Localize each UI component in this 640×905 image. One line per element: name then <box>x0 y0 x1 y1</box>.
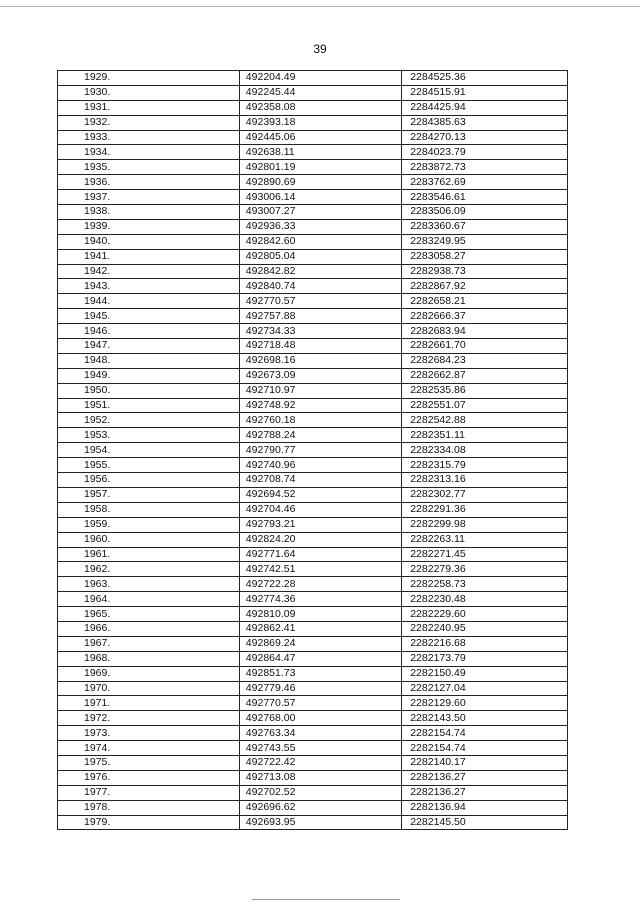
y-coordinate-cell: 2284023.79 <box>402 145 568 160</box>
x-coordinate-cell: 492760.18 <box>239 413 401 428</box>
y-coordinate-cell: 2282291.36 <box>402 502 568 517</box>
point-number-cell: 1957. <box>58 487 240 502</box>
point-number-cell: 1931. <box>58 100 240 115</box>
y-coordinate-cell: 2284525.36 <box>402 71 568 86</box>
y-coordinate-cell: 2282136.27 <box>402 785 568 800</box>
y-coordinate-cell: 2282150.49 <box>402 666 568 681</box>
y-coordinate-cell: 2282229.60 <box>402 607 568 622</box>
y-coordinate-cell: 2282661.70 <box>402 339 568 354</box>
table-row <box>58 264 568 279</box>
y-coordinate-cell: 2282258.73 <box>402 577 568 592</box>
y-coordinate-cell: 2282684.23 <box>402 353 568 368</box>
point-number-cell: 1971. <box>58 696 240 711</box>
y-coordinate-cell: 2282299.98 <box>402 517 568 532</box>
point-number-cell: 1945. <box>58 309 240 324</box>
x-coordinate-cell: 492771.64 <box>239 547 401 562</box>
y-coordinate-cell: 2282542.88 <box>402 413 568 428</box>
x-coordinate-cell: 492734.33 <box>239 324 401 339</box>
y-coordinate-cell: 2282683.94 <box>402 324 568 339</box>
table-row <box>58 205 568 220</box>
table-row <box>58 621 568 636</box>
x-coordinate-cell: 493006.14 <box>239 190 401 205</box>
point-number-cell: 1954. <box>58 443 240 458</box>
table-row <box>58 755 568 770</box>
y-coordinate-cell: 2283360.67 <box>402 219 568 234</box>
x-coordinate-cell: 492748.92 <box>239 398 401 413</box>
point-number-cell: 1961. <box>58 547 240 562</box>
x-coordinate-cell: 492840.74 <box>239 279 401 294</box>
point-number-cell: 1955. <box>58 458 240 473</box>
x-coordinate-cell: 492763.34 <box>239 726 401 741</box>
point-number-cell: 1933. <box>58 130 240 145</box>
table-row <box>58 294 568 309</box>
table-row <box>58 71 568 86</box>
y-coordinate-cell: 2282938.73 <box>402 264 568 279</box>
table-row <box>58 800 568 815</box>
y-coordinate-cell: 2282351.11 <box>402 428 568 443</box>
table-row <box>58 279 568 294</box>
x-coordinate-cell: 492245.44 <box>239 85 401 100</box>
point-number-cell: 1953. <box>58 428 240 443</box>
table-row <box>58 741 568 756</box>
table-row <box>58 443 568 458</box>
y-coordinate-cell: 2283762.69 <box>402 175 568 190</box>
y-coordinate-cell: 2282140.17 <box>402 755 568 770</box>
table-row <box>58 324 568 339</box>
y-coordinate-cell: 2282551.07 <box>402 398 568 413</box>
x-coordinate-cell: 492842.60 <box>239 234 401 249</box>
y-coordinate-cell: 2282867.92 <box>402 279 568 294</box>
table-row <box>58 353 568 368</box>
table-row <box>58 517 568 532</box>
point-number-cell: 1967. <box>58 636 240 651</box>
y-coordinate-cell: 2282662.87 <box>402 368 568 383</box>
point-number-cell: 1959. <box>58 517 240 532</box>
x-coordinate-cell: 492810.09 <box>239 607 401 622</box>
point-number-cell: 1948. <box>58 353 240 368</box>
point-number-cell: 1942. <box>58 264 240 279</box>
point-number-cell: 1934. <box>58 145 240 160</box>
table-row <box>58 785 568 800</box>
x-coordinate-cell: 492793.21 <box>239 517 401 532</box>
y-coordinate-cell: 2283249.95 <box>402 234 568 249</box>
x-coordinate-cell: 492694.52 <box>239 487 401 502</box>
y-coordinate-cell: 2283058.27 <box>402 249 568 264</box>
y-coordinate-cell: 2282666.37 <box>402 309 568 324</box>
x-coordinate-cell: 492743.55 <box>239 741 401 756</box>
point-number-cell: 1929. <box>58 71 240 86</box>
point-number-cell: 1951. <box>58 398 240 413</box>
table-row <box>58 696 568 711</box>
x-coordinate-cell: 492693.95 <box>239 815 401 830</box>
y-coordinate-cell: 2282154.74 <box>402 726 568 741</box>
y-coordinate-cell: 2282136.94 <box>402 800 568 815</box>
point-number-cell: 1976. <box>58 770 240 785</box>
point-number-cell: 1937. <box>58 190 240 205</box>
x-coordinate-cell: 492864.47 <box>239 651 401 666</box>
table-row <box>58 339 568 354</box>
y-coordinate-cell: 2284425.94 <box>402 100 568 115</box>
point-number-cell: 1965. <box>58 607 240 622</box>
table-row <box>58 666 568 681</box>
point-number-cell: 1968. <box>58 651 240 666</box>
table-row <box>58 726 568 741</box>
x-coordinate-cell: 492742.51 <box>239 562 401 577</box>
point-number-cell: 1975. <box>58 755 240 770</box>
point-number-cell: 1973. <box>58 726 240 741</box>
x-coordinate-cell: 492768.00 <box>239 711 401 726</box>
y-coordinate-cell: 2282334.08 <box>402 443 568 458</box>
point-number-cell: 1949. <box>58 368 240 383</box>
table-row <box>58 309 568 324</box>
y-coordinate-cell: 2282173.79 <box>402 651 568 666</box>
table-row <box>58 100 568 115</box>
y-coordinate-cell: 2283872.73 <box>402 160 568 175</box>
y-coordinate-cell: 2282263.11 <box>402 532 568 547</box>
y-coordinate-cell: 2282535.86 <box>402 383 568 398</box>
point-number-cell: 1960. <box>58 532 240 547</box>
x-coordinate-cell: 492851.73 <box>239 666 401 681</box>
x-coordinate-cell: 492842.82 <box>239 264 401 279</box>
x-coordinate-cell: 492722.42 <box>239 755 401 770</box>
table-row <box>58 398 568 413</box>
point-number-cell: 1932. <box>58 115 240 130</box>
table-row <box>58 145 568 160</box>
y-coordinate-cell: 2283506.09 <box>402 205 568 220</box>
point-number-cell: 1947. <box>58 339 240 354</box>
x-coordinate-cell: 492770.57 <box>239 294 401 309</box>
table-row <box>58 562 568 577</box>
x-coordinate-cell: 492869.24 <box>239 636 401 651</box>
point-number-cell: 1978. <box>58 800 240 815</box>
table-row <box>58 502 568 517</box>
x-coordinate-cell: 493007.27 <box>239 205 401 220</box>
table-row <box>58 651 568 666</box>
x-coordinate-cell: 492704.46 <box>239 502 401 517</box>
x-coordinate-cell: 492790.77 <box>239 443 401 458</box>
y-coordinate-cell: 2282127.04 <box>402 681 568 696</box>
y-coordinate-cell: 2282216.68 <box>402 636 568 651</box>
table-row <box>58 160 568 175</box>
y-coordinate-cell: 2282154.74 <box>402 741 568 756</box>
x-coordinate-cell: 492722.28 <box>239 577 401 592</box>
table-row <box>58 607 568 622</box>
x-coordinate-cell: 492696.62 <box>239 800 401 815</box>
point-number-cell: 1979. <box>58 815 240 830</box>
table-row <box>58 115 568 130</box>
x-coordinate-cell: 492702.52 <box>239 785 401 800</box>
x-coordinate-cell: 492805.04 <box>239 249 401 264</box>
coordinates-table-body <box>58 71 568 830</box>
table-row <box>58 681 568 696</box>
coordinates-table <box>57 70 568 830</box>
table-row <box>58 577 568 592</box>
page-bottom-rule <box>252 899 400 900</box>
table-row <box>58 130 568 145</box>
x-coordinate-cell: 492779.46 <box>239 681 401 696</box>
table-row <box>58 770 568 785</box>
page-top-edge <box>0 6 640 7</box>
x-coordinate-cell: 492673.09 <box>239 368 401 383</box>
x-coordinate-cell: 492862.41 <box>239 621 401 636</box>
point-number-cell: 1938. <box>58 205 240 220</box>
x-coordinate-cell: 492445.06 <box>239 130 401 145</box>
point-number-cell: 1944. <box>58 294 240 309</box>
x-coordinate-cell: 492770.57 <box>239 696 401 711</box>
page-number: 39 <box>313 42 327 56</box>
x-coordinate-cell: 492774.36 <box>239 592 401 607</box>
point-number-cell: 1935. <box>58 160 240 175</box>
point-number-cell: 1966. <box>58 621 240 636</box>
point-number-cell: 1970. <box>58 681 240 696</box>
point-number-cell: 1950. <box>58 383 240 398</box>
point-number-cell: 1972. <box>58 711 240 726</box>
y-coordinate-cell: 2282230.48 <box>402 592 568 607</box>
y-coordinate-cell: 2284270.13 <box>402 130 568 145</box>
point-number-cell: 1969. <box>58 666 240 681</box>
y-coordinate-cell: 2282658.21 <box>402 294 568 309</box>
y-coordinate-cell: 2284385.63 <box>402 115 568 130</box>
x-coordinate-cell: 492698.16 <box>239 353 401 368</box>
table-row <box>58 383 568 398</box>
x-coordinate-cell: 492801.19 <box>239 160 401 175</box>
table-row <box>58 413 568 428</box>
point-number-cell: 1962. <box>58 562 240 577</box>
table-row <box>58 815 568 830</box>
x-coordinate-cell: 492936.33 <box>239 219 401 234</box>
point-number-cell: 1943. <box>58 279 240 294</box>
x-coordinate-cell: 492757.88 <box>239 309 401 324</box>
table-row <box>58 190 568 205</box>
x-coordinate-cell: 492718.48 <box>239 339 401 354</box>
y-coordinate-cell: 2283546.61 <box>402 190 568 205</box>
point-number-cell: 1977. <box>58 785 240 800</box>
table-row <box>58 85 568 100</box>
table-row <box>58 532 568 547</box>
table-row <box>58 175 568 190</box>
x-coordinate-cell: 492890.69 <box>239 175 401 190</box>
point-number-cell: 1963. <box>58 577 240 592</box>
table-row <box>58 592 568 607</box>
y-coordinate-cell: 2284515.91 <box>402 85 568 100</box>
y-coordinate-cell: 2282145.50 <box>402 815 568 830</box>
table-row <box>58 458 568 473</box>
table-row <box>58 368 568 383</box>
x-coordinate-cell: 492393.18 <box>239 115 401 130</box>
point-number-cell: 1974. <box>58 741 240 756</box>
point-number-cell: 1941. <box>58 249 240 264</box>
point-number-cell: 1964. <box>58 592 240 607</box>
y-coordinate-cell: 2282129.60 <box>402 696 568 711</box>
x-coordinate-cell: 492204.49 <box>239 71 401 86</box>
y-coordinate-cell: 2282136.27 <box>402 770 568 785</box>
y-coordinate-cell: 2282143.50 <box>402 711 568 726</box>
x-coordinate-cell: 492710.97 <box>239 383 401 398</box>
table-row <box>58 428 568 443</box>
point-number-cell: 1939. <box>58 219 240 234</box>
y-coordinate-cell: 2282240.95 <box>402 621 568 636</box>
x-coordinate-cell: 492788.24 <box>239 428 401 443</box>
x-coordinate-cell: 492740.96 <box>239 458 401 473</box>
y-coordinate-cell: 2282313.16 <box>402 473 568 488</box>
y-coordinate-cell: 2282302.77 <box>402 487 568 502</box>
table-row <box>58 547 568 562</box>
x-coordinate-cell: 492708.74 <box>239 473 401 488</box>
point-number-cell: 1956. <box>58 473 240 488</box>
table-row <box>58 487 568 502</box>
point-number-cell: 1930. <box>58 85 240 100</box>
x-coordinate-cell: 492358.08 <box>239 100 401 115</box>
x-coordinate-cell: 492713.08 <box>239 770 401 785</box>
point-number-cell: 1946. <box>58 324 240 339</box>
table-row <box>58 219 568 234</box>
table-row <box>58 636 568 651</box>
point-number-cell: 1940. <box>58 234 240 249</box>
y-coordinate-cell: 2282271.45 <box>402 547 568 562</box>
table-row <box>58 711 568 726</box>
point-number-cell: 1936. <box>58 175 240 190</box>
point-number-cell: 1952. <box>58 413 240 428</box>
y-coordinate-cell: 2282315.79 <box>402 458 568 473</box>
x-coordinate-cell: 492824.20 <box>239 532 401 547</box>
y-coordinate-cell: 2282279.36 <box>402 562 568 577</box>
table-row <box>58 234 568 249</box>
table-row <box>58 473 568 488</box>
point-number-cell: 1958. <box>58 502 240 517</box>
table-row <box>58 249 568 264</box>
x-coordinate-cell: 492638.11 <box>239 145 401 160</box>
